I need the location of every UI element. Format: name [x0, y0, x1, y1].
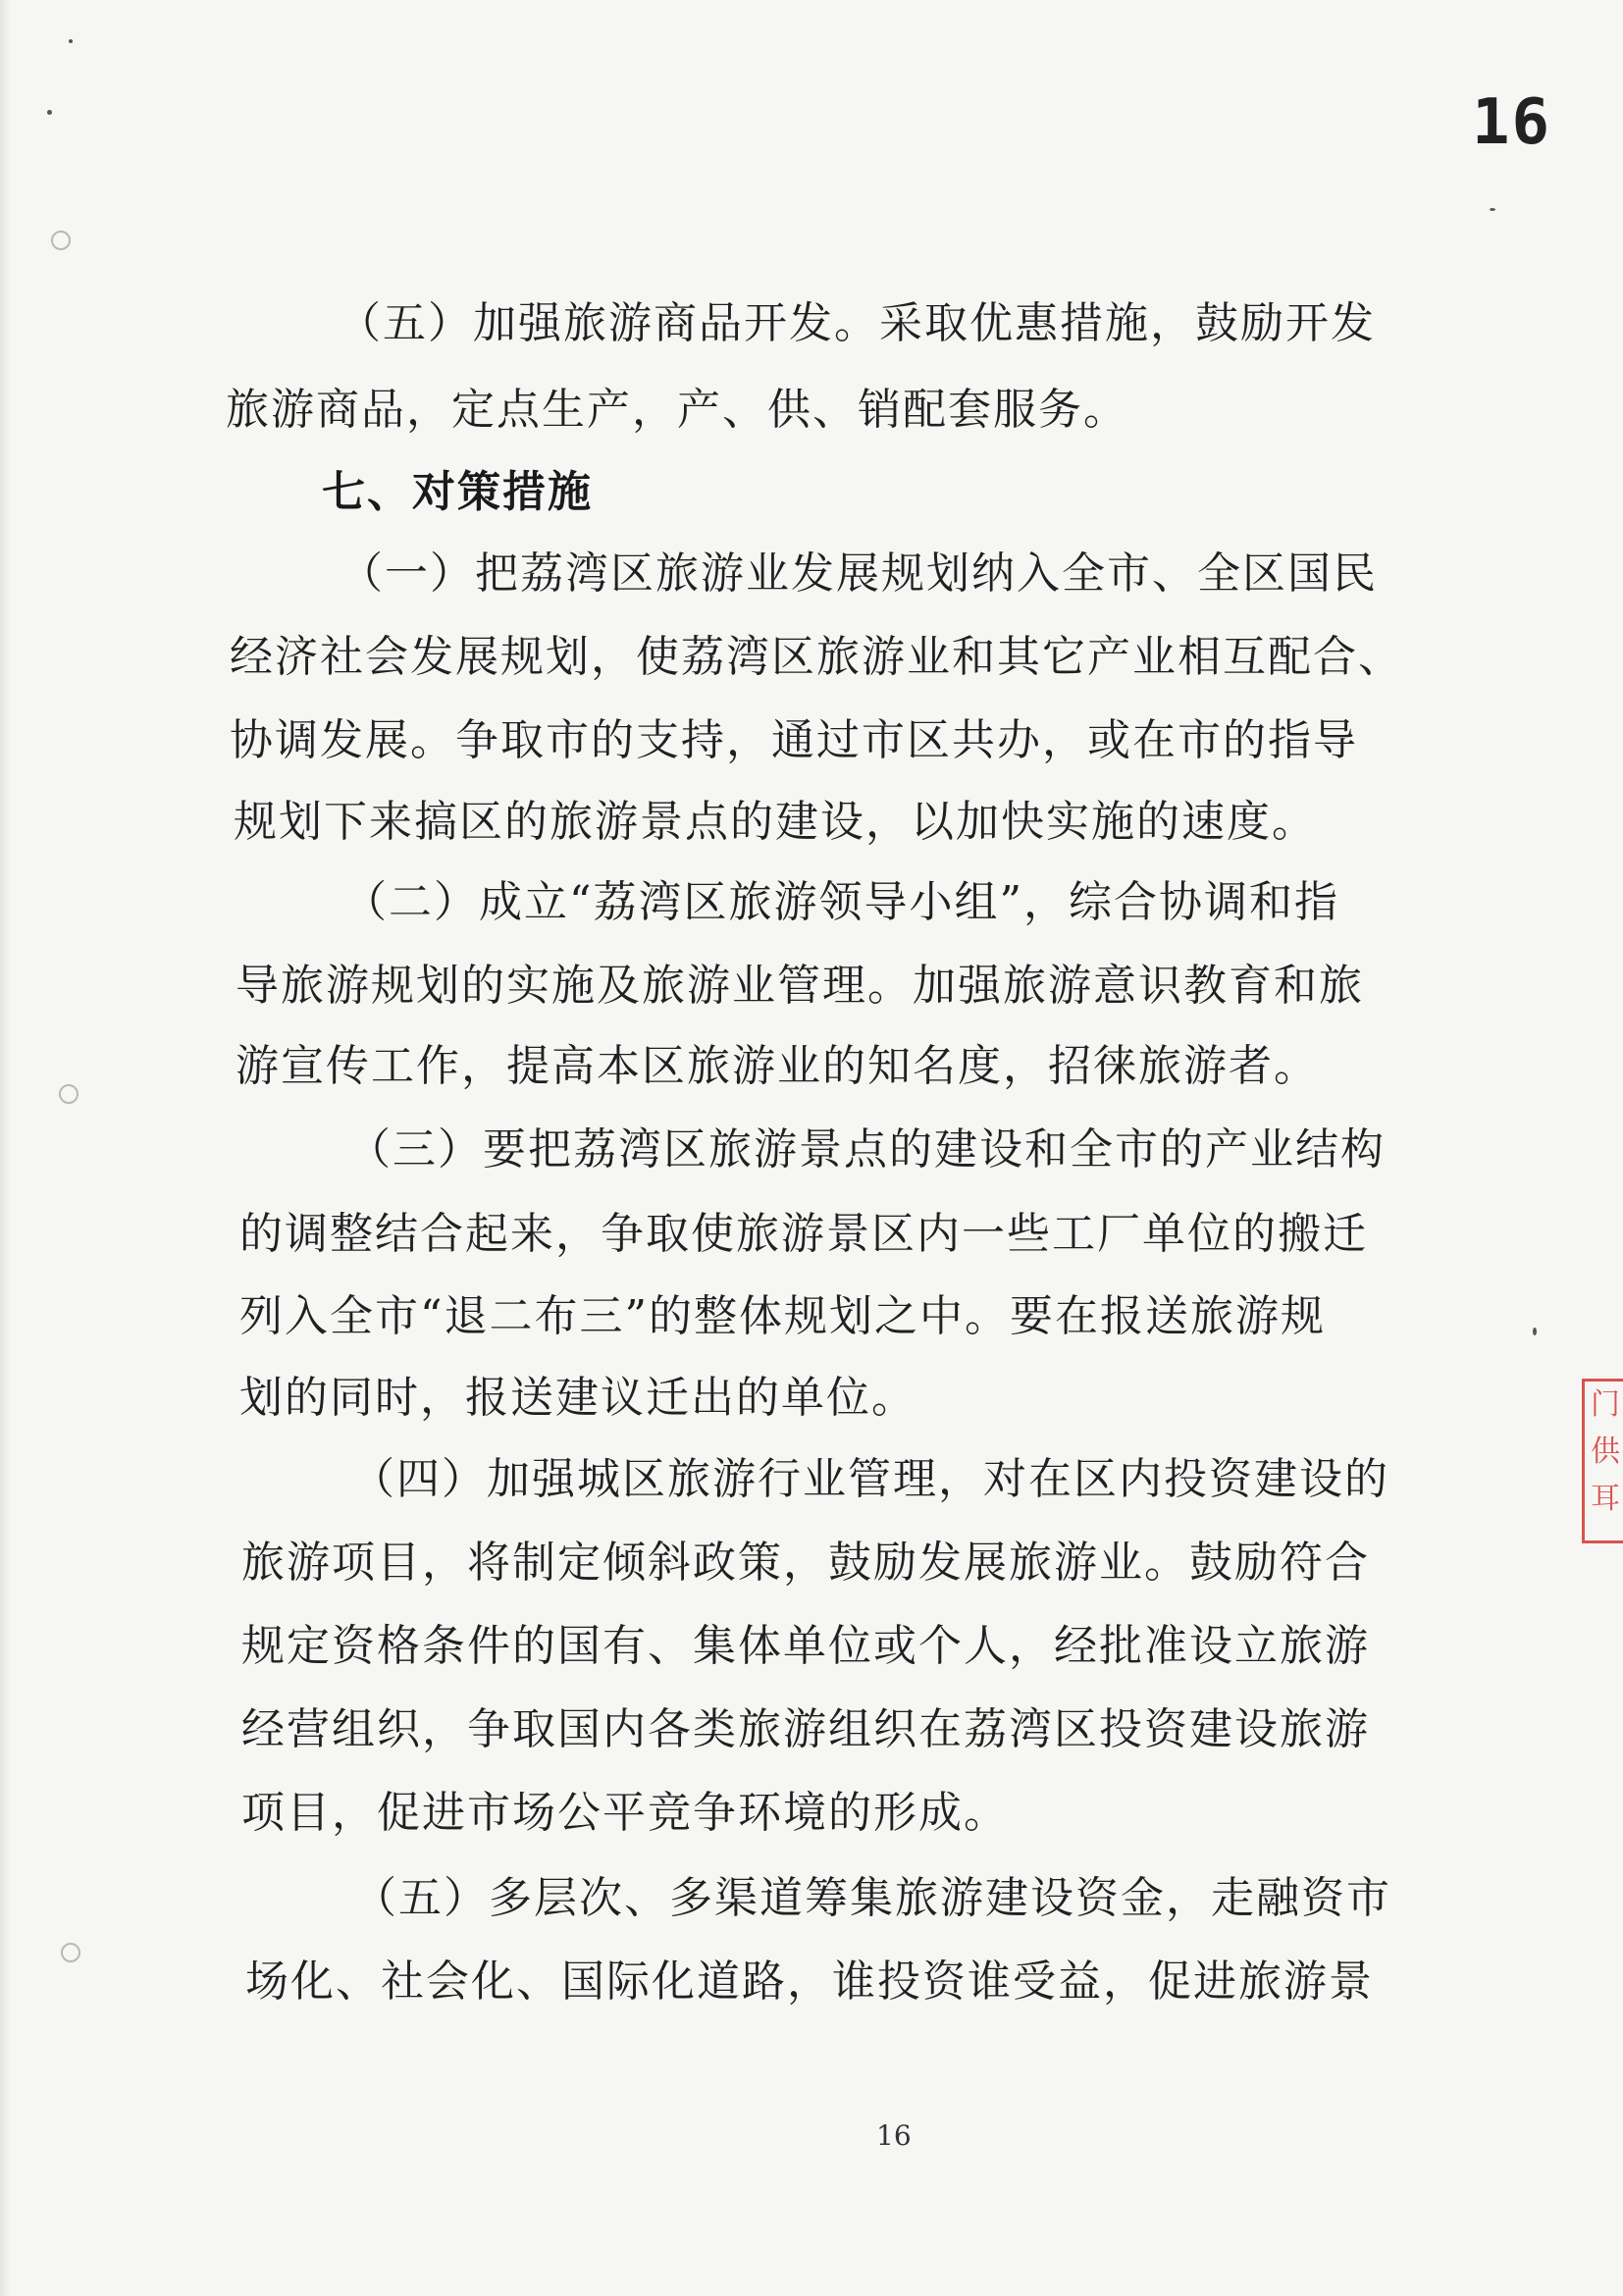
- text-line: 规定资格条件的国有、集体单位或个人，经批准设立旅游: [241, 1621, 1370, 1671]
- scan-speck: [1490, 208, 1495, 211]
- text-line: 项目，促进市场公平竞争环境的形成。: [241, 1788, 1009, 1838]
- text-line: （三）要把荔湾区旅游景点的建设和全市的产业结构: [347, 1124, 1386, 1174]
- text-line: 规划下来搞区的旅游景点的建设，以加快实施的速度。: [234, 797, 1317, 847]
- text-line: （四）加强城区旅游行业管理，对在区内投资建设的: [351, 1454, 1389, 1504]
- text-line: （一）把荔湾区旅游业发展规划纳入全市、全区国民: [340, 548, 1378, 599]
- text-line: 旅游商品，定点生产，产、供、销配套服务。: [226, 385, 1128, 435]
- text-line: 经济社会发展规划，使荔湾区旅游业和其它产业相互配合、: [230, 632, 1403, 682]
- text-line: （五）多层次、多渠道筹集旅游建设资金，走融资市: [353, 1873, 1391, 1923]
- text-line: 经营组织，争取国内各类旅游组织在荔湾区投资建设旅游: [241, 1704, 1370, 1754]
- stamp-char: 供: [1591, 1435, 1620, 1469]
- text-line: 游宣传工作，提高本区旅游业的知名度，招徕旅游者。: [236, 1041, 1319, 1091]
- red-stamp: [1582, 1379, 1623, 1543]
- text-line: 场化、社会化、国际化道路，谁投资谁受益，促进旅游景: [245, 1957, 1374, 2007]
- text-line: 导旅游规划的实施及旅游业管理。加强旅游意识教育和旅: [236, 961, 1364, 1011]
- scan-speck: [1533, 1328, 1537, 1335]
- binder-hole-icon: [51, 231, 71, 250]
- binder-hole-icon: [59, 1084, 79, 1104]
- text-line: 旅游项目，将制定倾斜政策，鼓励发展旅游业。鼓励符合: [241, 1538, 1370, 1588]
- text-line: 划的同时，报送建议迁出的单位。: [239, 1373, 916, 1423]
- text-line: 的调整结合起来，争取使旅游景区内一些工厂单位的搬迁: [239, 1209, 1368, 1259]
- section-heading: 七、对策措施: [322, 467, 593, 517]
- text-line: 列入全市“退二布三”的整体规划之中。要在报送旅游规: [239, 1291, 1326, 1341]
- page-number-bottom: 16: [876, 2119, 912, 2152]
- scan-speck: [47, 110, 52, 115]
- text-line: 协调发展。争取市的支持，通过市区共办，或在市的指导: [230, 715, 1358, 765]
- binder-hole-icon: [61, 1943, 80, 1962]
- page-number-top: 16: [1472, 86, 1552, 159]
- text-line: （五）加强旅游商品开发。采取优惠措施，鼓励开发: [338, 298, 1376, 348]
- scan-speck: [69, 39, 73, 43]
- stamp-char: 门: [1591, 1387, 1620, 1422]
- scan-edge: [0, 0, 10, 2296]
- stamp-char: 耳: [1591, 1482, 1620, 1516]
- text-line: （二）成立“荔湾区旅游领导小组”，综合协调和指: [343, 877, 1339, 927]
